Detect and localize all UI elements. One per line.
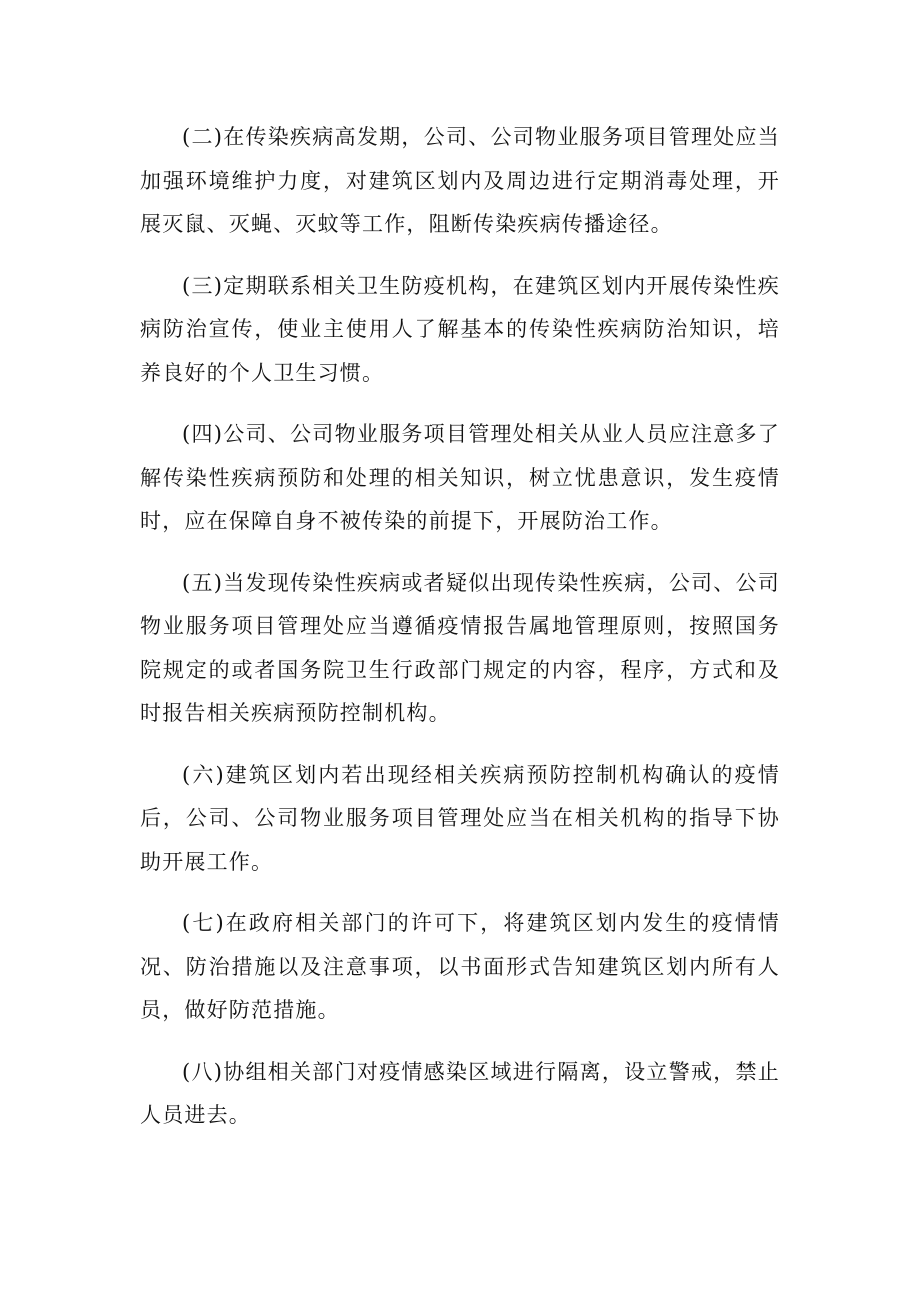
paragraph-2: (二)在传染疾病高发期，公司、公司物业服务项目管理处应当加强环境维护力度，对建筑区划内及周边进行定期消毒处理，开展灭鼠、灭蝇、灭蚊等工作，阻断传染疾病传播途径。 xyxy=(140,125,780,236)
paragraph-8: (八)协组相关部门对疫情感染区域进行隔离，设立警戒，禁止人员进去。 xyxy=(140,1059,780,1127)
document-page xyxy=(140,116,780,1156)
paragraph-7: (七)在政府相关部门的许可下，将建筑区划内发生的疫情情况、防治措施以及注意事项，以书面形式告知建筑区划内所有人员，做好防范措施。 xyxy=(140,911,780,1022)
paragraph-4: (四)公司、公司物业服务项目管理处相关从业人员应注意多了解传染性疾病预防和处理的相关知识，树立忧患意识，发生疫情时，应在保障自身不被传染的前提下，开展防治工作。 xyxy=(140,422,780,533)
paragraph-6: (六)建筑区划内若出现经相关疾病预防控制机构确认的疫情后，公司、公司物业服务项目管理处应当在相关机构的指导下协助开展工作。 xyxy=(140,762,780,874)
paragraph-5: (五)当发现传染性疾病或者疑似出现传染性疾病，公司、公司物业服务项目管理处应当遵循疫情报告属地管理原则，按照国务院规定的或者国务院卫生行政部门规定的内容，程序，方式和及时报告相关疾病预防控制机构。 xyxy=(140,570,780,725)
paragraph-3: (三)定期联系相关卫生防疫机构，在建筑区划内开展传染性疾病防治宣传，使业主使用人了解基本的传染性疾病防治知识，培养良好的个人卫生习惯。 xyxy=(140,273,780,385)
